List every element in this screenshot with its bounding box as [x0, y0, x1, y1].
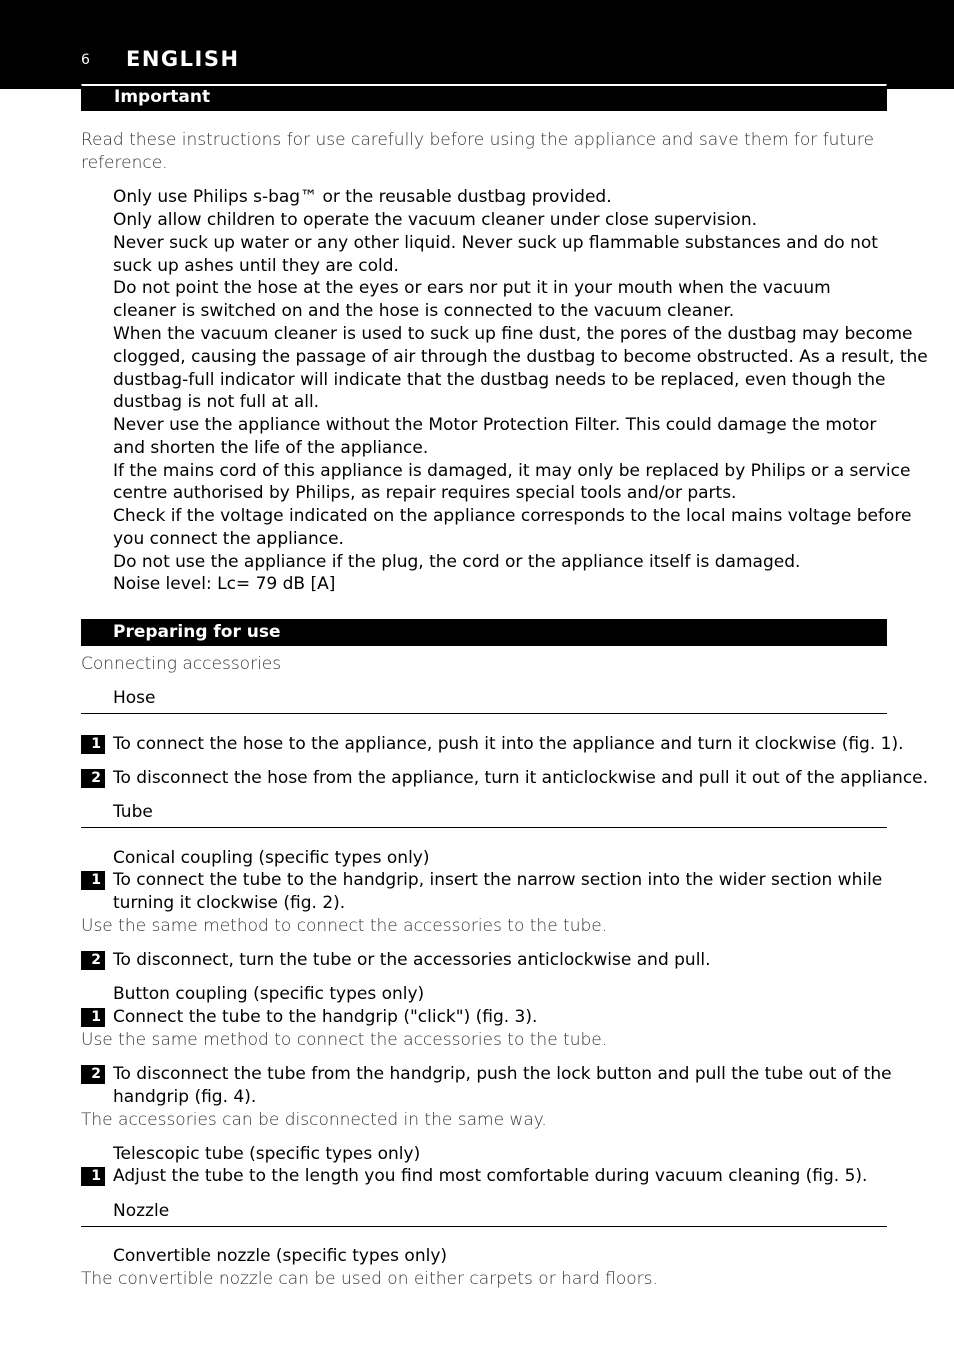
important-line: dustbag-full indicator will indicate that the dustbag needs to be replaced, even though the [113, 370, 886, 390]
conical-step-2: To disconnect, turn the tube or the accessories anticlockwise and pull. [113, 950, 711, 970]
step-number: 2 [81, 769, 105, 788]
conical-step-1: turning it clockwise (fig. 2). [113, 893, 346, 913]
hose-heading: Hose [113, 688, 156, 708]
step-number: 2 [81, 1065, 105, 1084]
conical-note: Use the same method to connect the accessories to the tube. [81, 916, 608, 936]
important-line: Noise level: Lc= 79 dB [A] [113, 574, 336, 594]
divider [81, 713, 887, 714]
important-line: Never use the appliance without the Motor Protection Filter. This could damage the motor [113, 415, 877, 435]
divider [81, 827, 887, 828]
conical-coupling-heading: Conical coupling (specific types only) [113, 848, 430, 868]
telescopic-step-1: Adjust the tube to the length you find most comfortable during vacuum cleaning (fig. 5). [113, 1166, 868, 1186]
section-preparing-title: Preparing for use [113, 622, 281, 642]
hose-step-1: To connect the hose to the appliance, push it into the appliance and turn it clockwise (fig. 1). [113, 734, 904, 754]
intro-line: reference. [81, 153, 168, 173]
divider [81, 1226, 887, 1227]
step-number: 1 [81, 871, 105, 890]
step-number: 1 [81, 1167, 105, 1186]
step-number: 1 [81, 735, 105, 754]
step-number: 2 [81, 951, 105, 970]
tube-heading: Tube [113, 802, 153, 822]
button-coupling-heading: Button coupling (specific types only) [113, 984, 425, 1004]
important-line: Only use Philips s-bag™ or the reusable dustbag provided. [113, 187, 612, 207]
important-line: Do not point the hose at the eyes or ears nor put it in your mouth when the vacuum [113, 278, 831, 298]
important-line: you connect the appliance. [113, 529, 344, 549]
section-important-bar [81, 84, 887, 111]
button-note: Use the same method to connect the accessories to the tube. [81, 1030, 608, 1050]
important-line: Do not use the appliance if the plug, the cord or the appliance itself is damaged. [113, 552, 801, 572]
button-step-2: handgrip (fig. 4). [113, 1087, 257, 1107]
important-line: When the vacuum cleaner is used to suck up fine dust, the pores of the dustbag may become [113, 324, 913, 344]
section-preparing-bar [81, 619, 887, 646]
button-note-2: The accessories can be disconnected in the same way. [81, 1110, 547, 1130]
section-important-title: Important [114, 87, 211, 107]
intro-line: Read these instructions for use carefully before using the appliance and save them for future [81, 130, 874, 150]
important-line: and shorten the life of the appliance. [113, 438, 429, 458]
convertible-nozzle-heading: Convertible nozzle (specific types only) [113, 1246, 448, 1266]
page-number: 6 [81, 52, 90, 68]
important-line: clogged, causing the passage of air through the dustbag to become obstructed. As a result, the [113, 347, 928, 367]
connecting-accessories-heading: Connecting accessories [81, 654, 282, 674]
important-line: Check if the voltage indicated on the appliance corresponds to the local mains voltage before [113, 506, 912, 526]
nozzle-heading: Nozzle [113, 1201, 170, 1221]
important-line: dustbag is not full at all. [113, 392, 320, 412]
step-number: 1 [81, 1008, 105, 1027]
header-bar [0, 0, 954, 89]
important-line: centre authorised by Philips, as repair requires special tools and/or parts. [113, 483, 737, 503]
hose-step-2: To disconnect the hose from the appliance, turn it anticlockwise and pull it out of the appliance. [113, 768, 929, 788]
important-line: If the mains cord of this appliance is damaged, it may only be replaced by Philips or a service [113, 461, 911, 481]
important-line: suck up ashes until they are cold. [113, 256, 399, 276]
conical-step-1: To connect the tube to the handgrip, insert the narrow section into the wider section while [113, 870, 883, 890]
language-heading: ENGLISH [126, 47, 240, 71]
button-step-1: Connect the tube to the handgrip ("click") (fig. 3). [113, 1007, 538, 1027]
convertible-nozzle-note: The convertible nozzle can be used on either carpets or hard floors. [81, 1269, 658, 1289]
important-line: cleaner is switched on and the hose is connected to the vacuum cleaner. [113, 301, 735, 321]
important-line: Only allow children to operate the vacuum cleaner under close supervision. [113, 210, 757, 230]
telescopic-tube-heading: Telescopic tube (specific types only) [113, 1144, 421, 1164]
button-step-2: To disconnect the tube from the handgrip, push the lock button and pull the tube out of the [113, 1064, 892, 1084]
important-line: Never suck up water or any other liquid. Never suck up flammable substances and do not [113, 233, 878, 253]
